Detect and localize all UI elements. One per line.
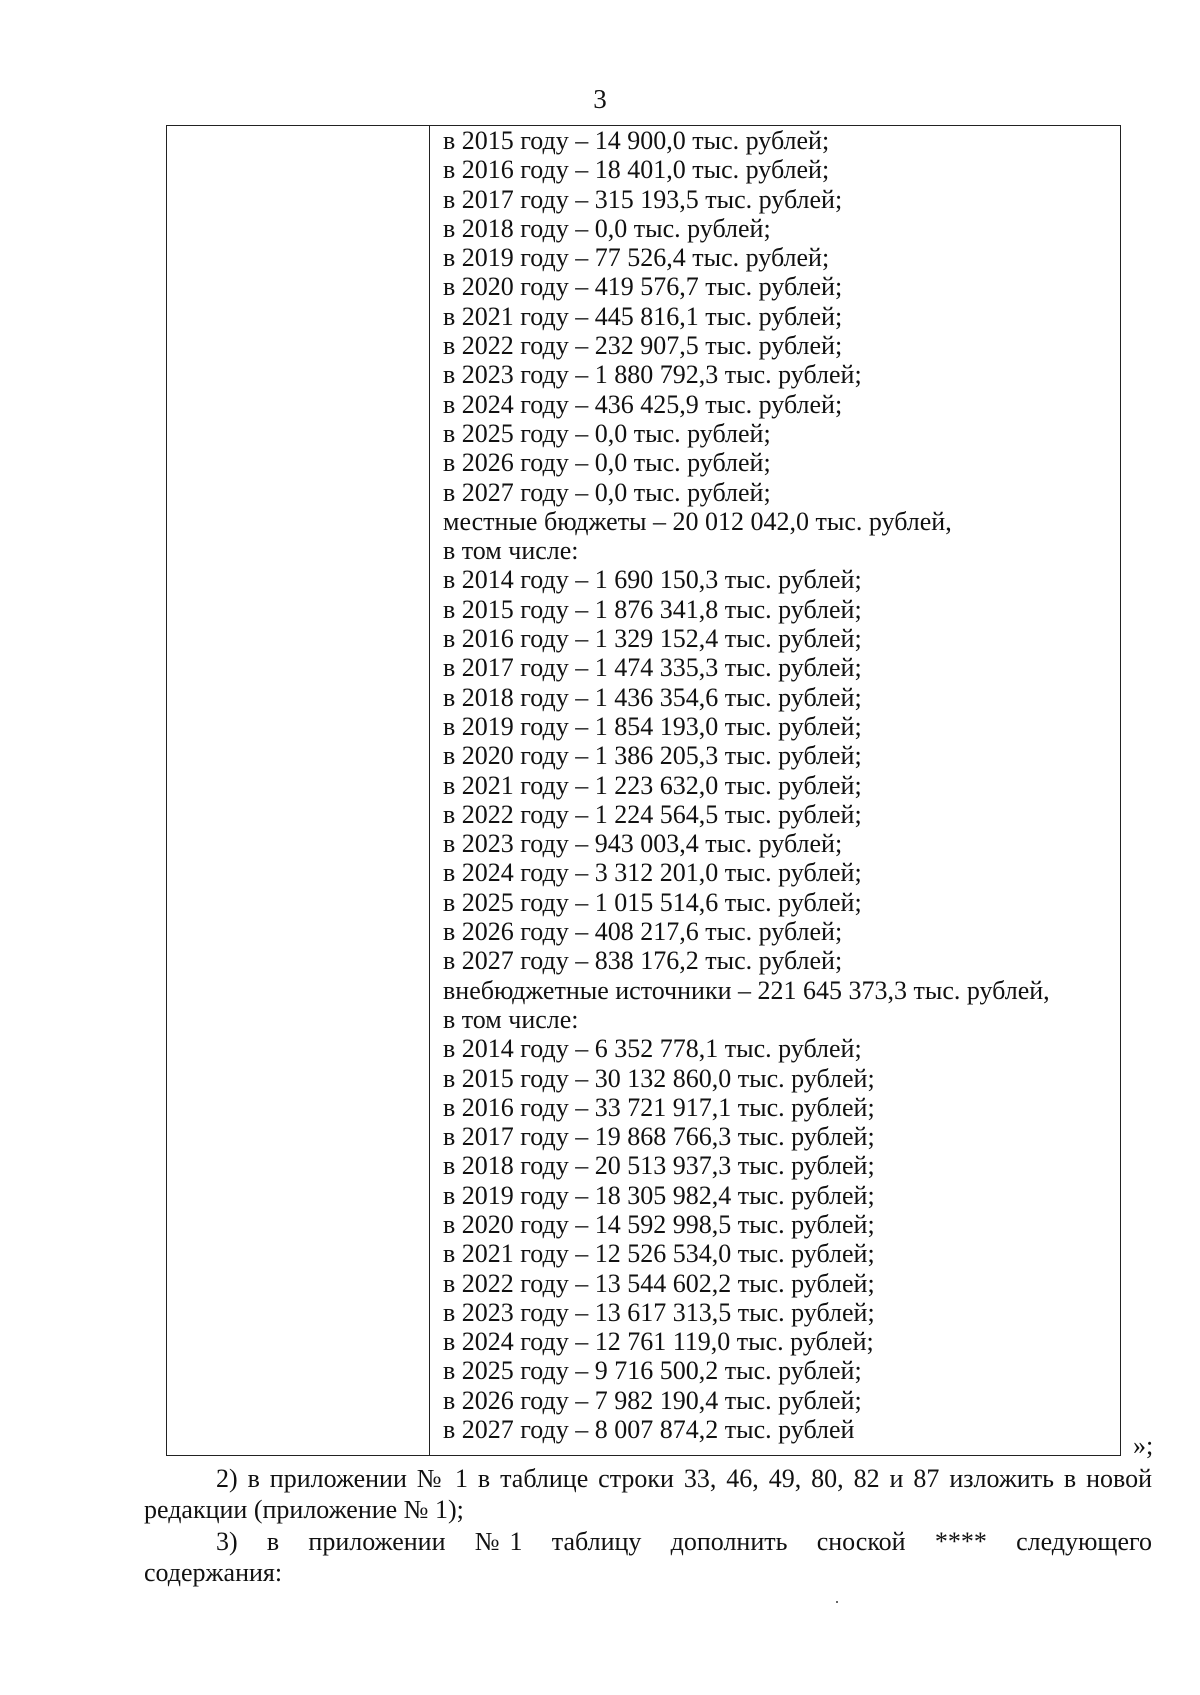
funding-line: в 2026 году – 7 982 190,4 тыс. рублей; bbox=[443, 1385, 862, 1415]
funding-line: в том числе: bbox=[443, 536, 579, 566]
funding-line: в 2027 году – 8 007 874,2 тыс. рублей bbox=[443, 1415, 855, 1445]
funding-line: в 2018 году – 20 513 937,3 тыс. рублей; bbox=[443, 1151, 875, 1181]
funding-line: в 2021 году – 12 526 534,0 тыс. рублей; bbox=[443, 1239, 875, 1269]
funding-line: в 2014 году – 1 690 150,3 тыс. рублей; bbox=[443, 565, 862, 595]
funding-line: в 2016 году – 1 329 152,4 тыс. рублей; bbox=[443, 624, 862, 654]
paragraph-item-3-rest: таблицу дополнить сноской **** следующего содержания: bbox=[144, 1527, 1153, 1587]
funding-line: в 2027 году – 0,0 тыс. рублей; bbox=[443, 477, 771, 507]
funding-line: в 2023 году – 1 880 792,3 тыс. рублей; bbox=[443, 360, 862, 390]
funding-line: в 2020 году – 14 592 998,5 тыс. рублей; bbox=[443, 1209, 875, 1239]
funding-line: в 2021 году – 445 816,1 тыс. рублей; bbox=[443, 301, 843, 331]
closing-quote: »; bbox=[1133, 1431, 1154, 1460]
page-number: 3 bbox=[593, 84, 607, 114]
funding-line: в 2024 году – 3 312 201,0 тыс. рублей; bbox=[443, 858, 862, 888]
funding-line: в 2024 году – 436 425,9 тыс. рублей; bbox=[443, 389, 843, 419]
table-column-divider bbox=[429, 125, 430, 1456]
funding-line: в 2022 году – 1 224 564,5 тыс. рублей; bbox=[443, 799, 862, 829]
appendix-number: № 1 bbox=[474, 1527, 523, 1556]
funding-line: в 2026 году – 0,0 тыс. рублей; bbox=[443, 448, 771, 478]
funding-line: в 2025 году – 9 716 500,2 тыс. рублей; bbox=[443, 1356, 862, 1386]
funding-line: в 2022 году – 13 544 602,2 тыс. рублей; bbox=[443, 1268, 875, 1298]
funding-line: в 2014 году – 6 352 778,1 тыс. рублей; bbox=[443, 1034, 862, 1064]
funding-line: в 2023 году – 13 617 313,5 тыс. рублей; bbox=[443, 1297, 875, 1327]
funding-line: в 2023 году – 943 003,4 тыс. рублей; bbox=[443, 829, 843, 859]
funding-line: в 2018 году – 1 436 354,6 тыс. рублей; bbox=[443, 682, 862, 712]
funding-line: в 2017 году – 315 193,5 тыс. рублей; bbox=[443, 184, 843, 214]
funding-line: в 2017 году – 1 474 335,3 тыс. рублей; bbox=[443, 653, 862, 683]
funding-line: внебюджетные источники – 221 645 373,3 тыс. рублей, bbox=[443, 975, 1050, 1005]
funding-line: в 2026 году – 408 217,6 тыс. рублей; bbox=[443, 917, 843, 947]
funding-line: в 2025 году – 1 015 514,6 тыс. рублей; bbox=[443, 887, 862, 917]
funding-line: в 2025 году – 0,0 тыс. рублей; bbox=[443, 418, 771, 448]
funding-line: местные бюджеты – 20 012 042,0 тыс. рублей, bbox=[443, 506, 952, 536]
funding-line: в 2015 году – 1 876 341,8 тыс. рублей; bbox=[443, 594, 862, 624]
funding-line: в 2016 году – 33 721 917,1 тыс. рублей; bbox=[443, 1092, 875, 1122]
funding-line: в 2021 году – 1 223 632,0 тыс. рублей; bbox=[443, 770, 862, 800]
funding-line: в 2020 году – 419 576,7 тыс. рублей; bbox=[443, 272, 843, 302]
funding-line: в 2016 году – 18 401,0 тыс. рублей; bbox=[443, 155, 830, 185]
funding-line: в 2019 году – 77 526,4 тыс. рублей; bbox=[443, 243, 830, 273]
funding-line: в 2024 году – 12 761 119,0 тыс. рублей; bbox=[443, 1327, 874, 1357]
funding-line: в 2018 году – 0,0 тыс. рублей; bbox=[443, 213, 771, 243]
funding-line: в 2022 году – 232 907,5 тыс. рублей; bbox=[443, 331, 843, 361]
funding-line: в 2017 году – 19 868 766,3 тыс. рублей; bbox=[443, 1122, 875, 1152]
funding-line: в 2015 году – 14 900,0 тыс. рублей; bbox=[443, 126, 830, 155]
funding-line: в 2027 году – 838 176,2 тыс. рублей; bbox=[443, 946, 843, 976]
paragraph-item-2: 2) в приложении № 1 в таблице строки 33, 46, 49, 80, 82 и 87 изложить в новой редакции (приложение № 1); bbox=[144, 1464, 1152, 1524]
funding-line: в 2019 году – 1 854 193,0 тыс. рублей; bbox=[443, 711, 862, 741]
funding-line: в 2020 году – 1 386 205,3 тыс. рублей; bbox=[443, 741, 862, 771]
funding-line: в том числе: bbox=[443, 1004, 579, 1034]
funding-amounts-cell bbox=[443, 126, 1113, 1444]
paragraph-item-3-prefix: 3) в приложении bbox=[216, 1527, 446, 1556]
scan-mark bbox=[836, 1601, 838, 1603]
funding-line: в 2015 году – 30 132 860,0 тыс. рублей; bbox=[443, 1063, 875, 1093]
paragraph-item-3 bbox=[144, 1526, 1152, 1588]
funding-line: в 2019 году – 18 305 982,4 тыс. рублей; bbox=[443, 1180, 875, 1210]
